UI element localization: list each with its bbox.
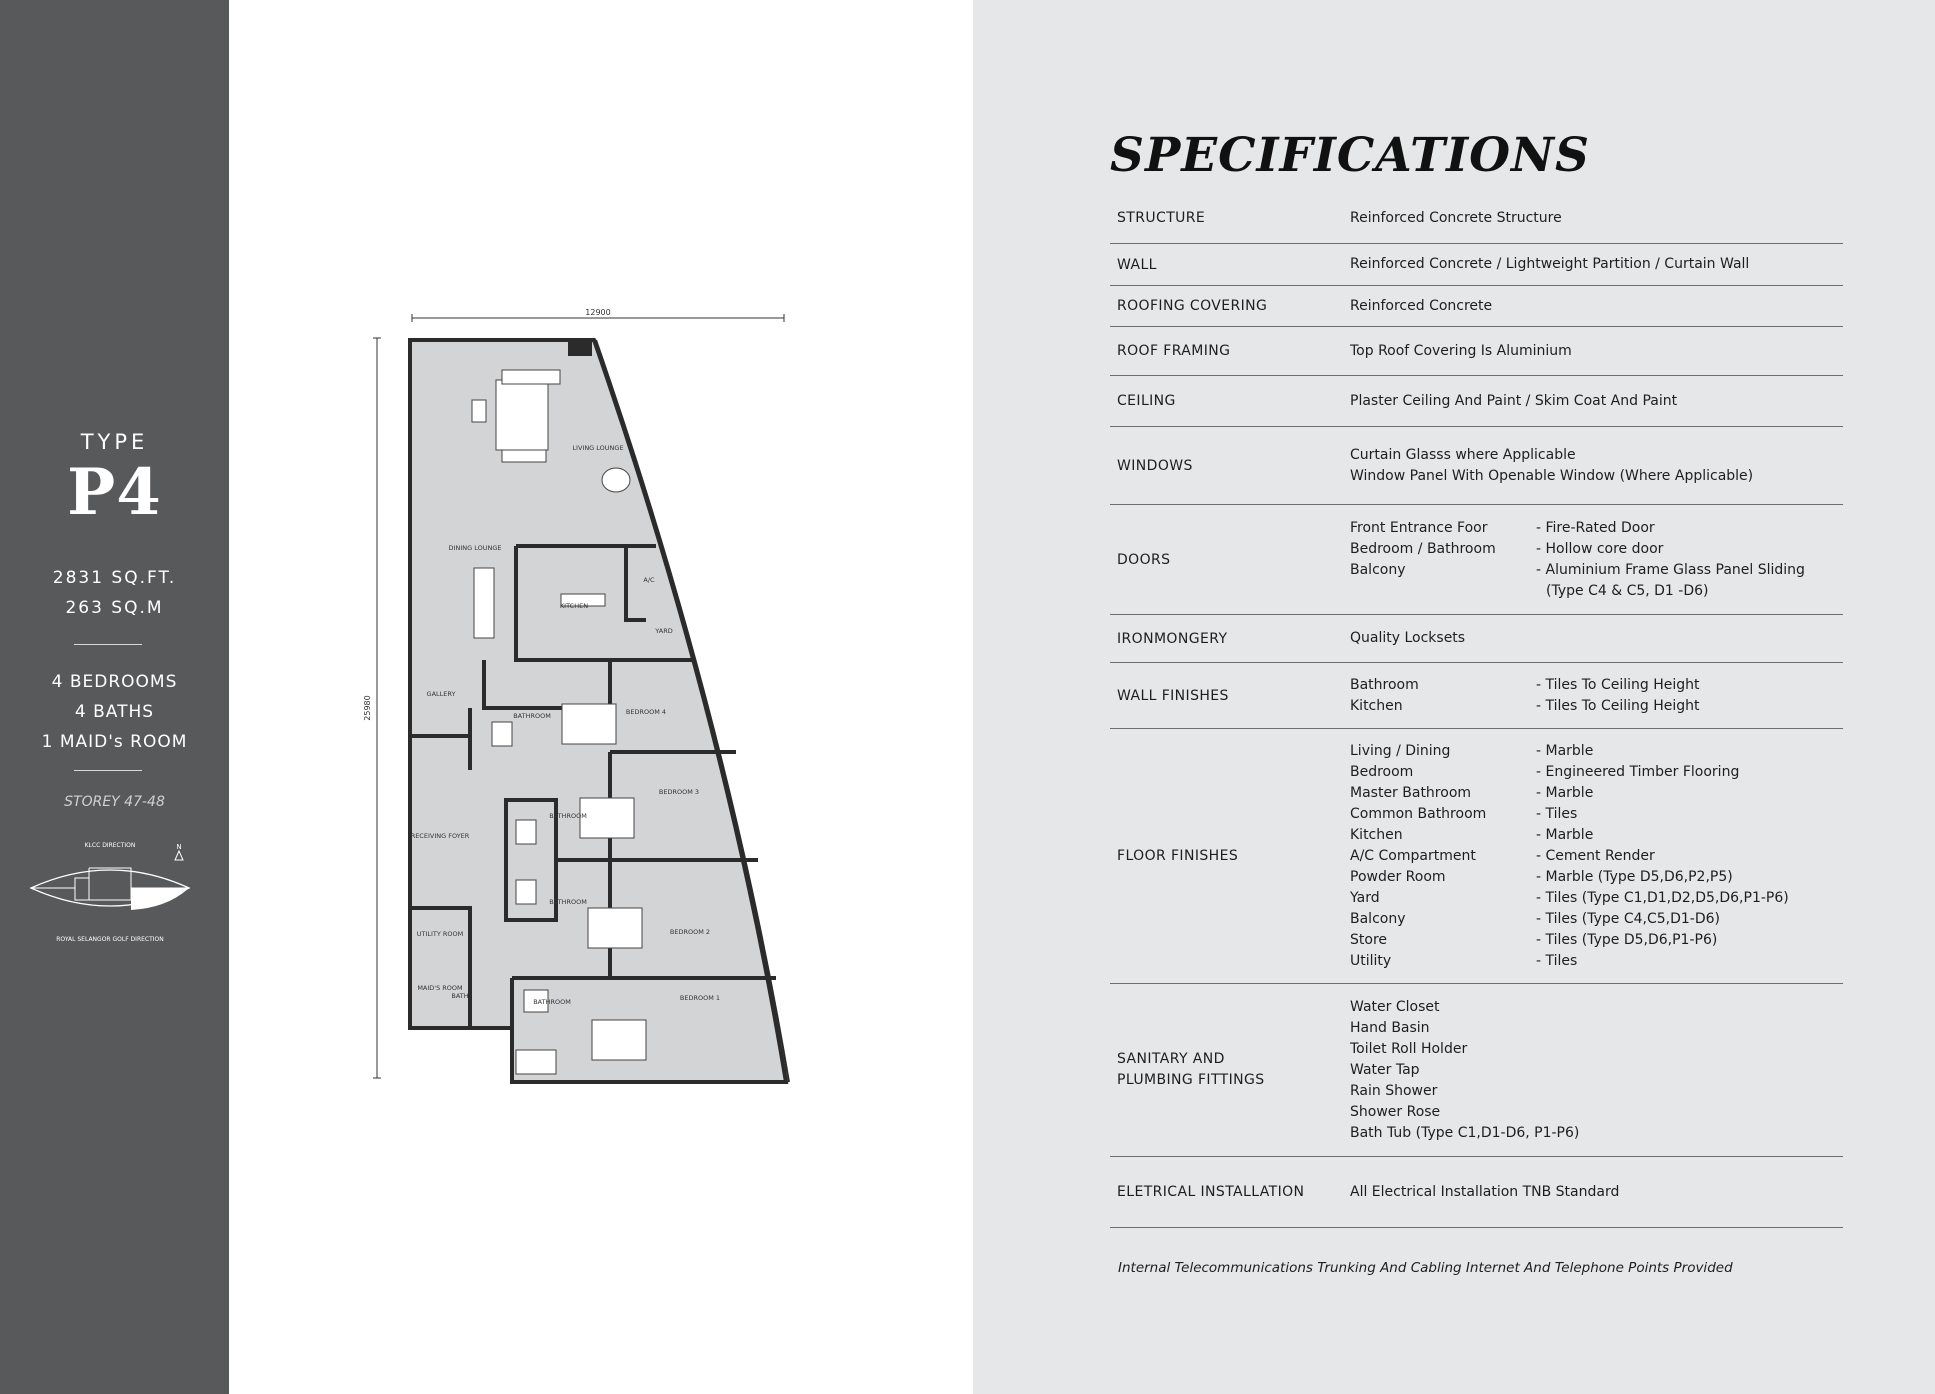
spec-pair bbox=[1350, 804, 1843, 825]
north-arrow-icon bbox=[175, 851, 183, 860]
spec-item: Kitchen bbox=[1350, 826, 1403, 843]
bed-2 bbox=[588, 908, 642, 948]
bed-1 bbox=[592, 1020, 646, 1060]
room-label: RECEIVING FOYER bbox=[410, 832, 470, 840]
room-label: BATH bbox=[451, 992, 469, 1000]
room-label: A/C bbox=[643, 576, 655, 584]
spec-detail: - Tiles bbox=[1536, 805, 1578, 822]
spec-pair bbox=[1350, 909, 1843, 930]
spec-line: Rain Shower bbox=[1350, 1082, 1438, 1099]
storey-range: STOREY 47-48 bbox=[64, 794, 165, 810]
spec-line: Curtain Glasss where Applicable bbox=[1350, 446, 1576, 463]
key-plan-unit-highlight bbox=[131, 888, 189, 910]
spec-pair bbox=[1350, 888, 1843, 909]
spec-item: Balcony bbox=[1350, 561, 1406, 578]
room-label: MAID'S ROOM bbox=[417, 984, 463, 992]
sofa-rug bbox=[496, 380, 548, 450]
spec-detail: - Tiles (Type C4,C5,D1-D6) bbox=[1536, 910, 1720, 927]
spec-pair bbox=[1350, 930, 1843, 951]
spec-item: A/C Compartment bbox=[1350, 847, 1476, 864]
spec-line: Bath Tub (Type C1,D1-D6, P1-P6) bbox=[1350, 1124, 1580, 1141]
spec-value bbox=[1350, 518, 1843, 602]
spec-label: STRUCTURE bbox=[1117, 210, 1206, 226]
spec-item: Store bbox=[1350, 931, 1388, 948]
spec-detail: - Tiles To Ceiling Height bbox=[1536, 676, 1700, 693]
spec-label: IRONMONGERY bbox=[1117, 630, 1228, 647]
spec-row-wall-finishes bbox=[1110, 663, 1843, 729]
spec-value: All Electrical Installation TNB Standard bbox=[1350, 1183, 1620, 1200]
spec-detail: - Tiles To Ceiling Height bbox=[1536, 697, 1700, 714]
spec-row-roofing bbox=[1110, 286, 1843, 327]
spec-pair bbox=[1350, 696, 1843, 717]
spec-item: Powder Room bbox=[1350, 868, 1446, 885]
spec-line: Shower Rose bbox=[1350, 1103, 1441, 1120]
spec-row-roof-framing bbox=[1110, 327, 1843, 376]
divider bbox=[74, 644, 142, 645]
spec-item: Master Bathroom bbox=[1350, 784, 1472, 801]
width-dimension: 12900 bbox=[585, 308, 611, 317]
room-label: YARD bbox=[655, 627, 673, 635]
spec-label bbox=[1110, 1049, 1350, 1091]
spec-detail: - Marble (Type D5,D6,P2,P5) bbox=[1536, 868, 1733, 885]
room-label: BEDROOM 4 bbox=[625, 708, 667, 716]
spec-detail: - Tiles bbox=[1536, 952, 1578, 969]
room-label: DINING LOUNGE bbox=[448, 544, 502, 552]
spec-row-electrical bbox=[1110, 1157, 1843, 1228]
spec-label: ELETRICAL INSTALLATION bbox=[1117, 1184, 1305, 1200]
spec-row-sanitary bbox=[1110, 984, 1843, 1157]
bathtub bbox=[516, 1050, 556, 1074]
spec-pair bbox=[1350, 560, 1843, 581]
unit-info-sidebar bbox=[0, 0, 229, 1394]
spec-value bbox=[1350, 997, 1843, 1144]
spec-detail-continuation: (Type C4 & C5, D1 -D6) bbox=[1546, 582, 1709, 599]
room-label: BATHROOM bbox=[533, 998, 571, 1006]
bath-count: 4 BATHS bbox=[74, 702, 155, 722]
floor-plan-diagram bbox=[363, 300, 836, 1100]
room-label: KITCHEN bbox=[559, 602, 589, 610]
spec-detail: - Aluminium Frame Glass Panel Sliding bbox=[1536, 561, 1805, 578]
toilet bbox=[516, 880, 536, 904]
spec-line: Water Closet bbox=[1350, 998, 1440, 1015]
spec-value bbox=[1350, 741, 1843, 972]
spec-label-line: PLUMBING FITTINGS bbox=[1117, 1072, 1265, 1088]
spec-pair bbox=[1350, 762, 1843, 783]
spec-value: Quality Locksets bbox=[1350, 630, 1466, 646]
sofa bbox=[502, 450, 546, 462]
spec-label: ROOFING COVERING bbox=[1117, 298, 1268, 314]
unit-type-code: P4 bbox=[67, 455, 162, 530]
room-label: BATHROOM bbox=[513, 712, 551, 720]
spec-line: Hand Basin bbox=[1350, 1019, 1430, 1036]
spec-item: Living / Dining bbox=[1350, 742, 1451, 759]
bed-3 bbox=[580, 798, 634, 838]
type-label: TYPE bbox=[80, 430, 149, 454]
side-table bbox=[472, 400, 486, 422]
room-label: BEDROOM 3 bbox=[658, 788, 700, 796]
spec-detail: - Fire-Rated Door bbox=[1536, 519, 1655, 536]
spec-pair bbox=[1350, 825, 1843, 846]
bedroom-count: 4 BEDROOMS bbox=[51, 672, 178, 692]
spec-row-ironmongery bbox=[1110, 615, 1843, 663]
spec-value: Top Roof Covering Is Aluminium bbox=[1350, 342, 1572, 359]
room-label: UTILITY ROOM bbox=[416, 930, 464, 938]
height-dimension: 25980 bbox=[363, 695, 372, 721]
spec-row-doors bbox=[1110, 505, 1843, 615]
key-plan-diagram bbox=[27, 838, 193, 944]
room-label: LIVING LOUNGE bbox=[572, 444, 624, 452]
spec-title: SPECIFICATIONS bbox=[1110, 128, 1590, 183]
spec-item: Kitchen bbox=[1350, 697, 1403, 714]
key-plan-bottom-label: ROYAL SELANGOR GOLF DIRECTION bbox=[56, 936, 164, 943]
spec-item: Balcony bbox=[1350, 910, 1406, 927]
spec-label: WALL bbox=[1117, 256, 1157, 273]
spec-pair bbox=[1350, 846, 1843, 867]
divider bbox=[74, 770, 142, 771]
spec-detail: - Engineered Timber Flooring bbox=[1536, 763, 1740, 780]
spec-line: Water Tap bbox=[1350, 1061, 1420, 1078]
spec-value: Reinforced Concrete Structure bbox=[1350, 209, 1562, 226]
spec-label-line: SANITARY AND bbox=[1117, 1051, 1225, 1067]
spec-row-windows bbox=[1110, 427, 1843, 505]
spec-line: Window Panel With Openable Window (Where Applicable) bbox=[1350, 467, 1754, 484]
spec-label: WALL FINISHES bbox=[1117, 687, 1229, 704]
room-label: BEDROOM 2 bbox=[669, 928, 711, 936]
spec-item: Bathroom bbox=[1350, 676, 1419, 693]
spec-row-structure bbox=[1110, 193, 1843, 244]
north-label: N bbox=[176, 843, 182, 851]
spec-pair bbox=[1350, 783, 1843, 804]
spec-pair bbox=[1350, 867, 1843, 888]
spec-row-ceiling bbox=[1110, 376, 1843, 427]
spec-value: Plaster Ceiling And Paint / Skim Coat And Paint bbox=[1350, 392, 1678, 409]
spec-label: WINDOWS bbox=[1117, 457, 1193, 474]
spec-detail: - Marble bbox=[1536, 742, 1594, 759]
toilet bbox=[492, 722, 512, 746]
area-sqft: 2831 SQ.FT. bbox=[52, 568, 177, 588]
spec-label: ROOF FRAMING bbox=[1117, 343, 1231, 359]
spec-pair bbox=[1350, 518, 1843, 539]
spec-footnote: Internal Telecommunications Trunking And Cabling Internet And Telephone Points Provided bbox=[1118, 1260, 1733, 1276]
room-label: GALLERY bbox=[426, 690, 456, 698]
piano bbox=[602, 468, 630, 492]
spec-value: Reinforced Concrete bbox=[1350, 297, 1493, 314]
spec-detail: - Tiles (Type D5,D6,P1-P6) bbox=[1536, 931, 1718, 948]
spec-item: Common Bathroom bbox=[1350, 805, 1487, 822]
room-label: BATHROOM bbox=[549, 898, 587, 906]
spec-label: CEILING bbox=[1117, 393, 1176, 409]
spec-label: DOORS bbox=[1117, 551, 1171, 568]
key-plan-top-label: KLCC DIRECTION bbox=[84, 842, 136, 849]
spec-item: Utility bbox=[1350, 952, 1392, 969]
spec-detail: - Cement Render bbox=[1536, 847, 1655, 864]
spec-pair bbox=[1350, 539, 1843, 560]
spec-row-wall bbox=[1110, 244, 1843, 286]
spec-value bbox=[1350, 445, 1843, 487]
room-label: BEDROOM 1 bbox=[679, 994, 721, 1002]
maids-room-count: 1 MAID's ROOM bbox=[41, 732, 188, 752]
bed-4 bbox=[562, 704, 616, 744]
spec-pair bbox=[1350, 741, 1843, 762]
spec-item: Bedroom / Bathroom bbox=[1350, 540, 1496, 557]
spec-label: FLOOR FINISHES bbox=[1117, 848, 1239, 864]
spec-item: Front Entrance Foor bbox=[1350, 519, 1488, 536]
spec-detail: - Hollow core door bbox=[1536, 540, 1664, 557]
dining-table bbox=[474, 568, 494, 638]
spec-value bbox=[1350, 675, 1843, 717]
spec-row-floor-finishes bbox=[1110, 729, 1843, 984]
column bbox=[568, 342, 592, 356]
toilet bbox=[516, 820, 536, 844]
room-label: BATHROOM bbox=[549, 812, 587, 820]
spec-detail: - Marble bbox=[1536, 784, 1594, 801]
spec-pair bbox=[1350, 675, 1843, 696]
spec-detail: - Marble bbox=[1536, 826, 1594, 843]
spec-item: Bedroom bbox=[1350, 763, 1414, 780]
specifications-panel bbox=[973, 0, 1935, 1394]
spec-line: Toilet Roll Holder bbox=[1350, 1040, 1468, 1057]
spec-item: Yard bbox=[1350, 889, 1380, 906]
sofa bbox=[502, 370, 560, 384]
spec-table bbox=[1110, 193, 1843, 1228]
spec-pair bbox=[1350, 951, 1843, 972]
floor-plan-panel bbox=[229, 0, 973, 1394]
spec-detail: - Tiles (Type C1,D1,D2,D5,D6,P1-P6) bbox=[1536, 889, 1789, 906]
spec-value: Reinforced Concrete / Lightweight Partition / Curtain Wall bbox=[1350, 256, 1750, 272]
area-sqm: 263 SQ.M bbox=[65, 598, 164, 618]
